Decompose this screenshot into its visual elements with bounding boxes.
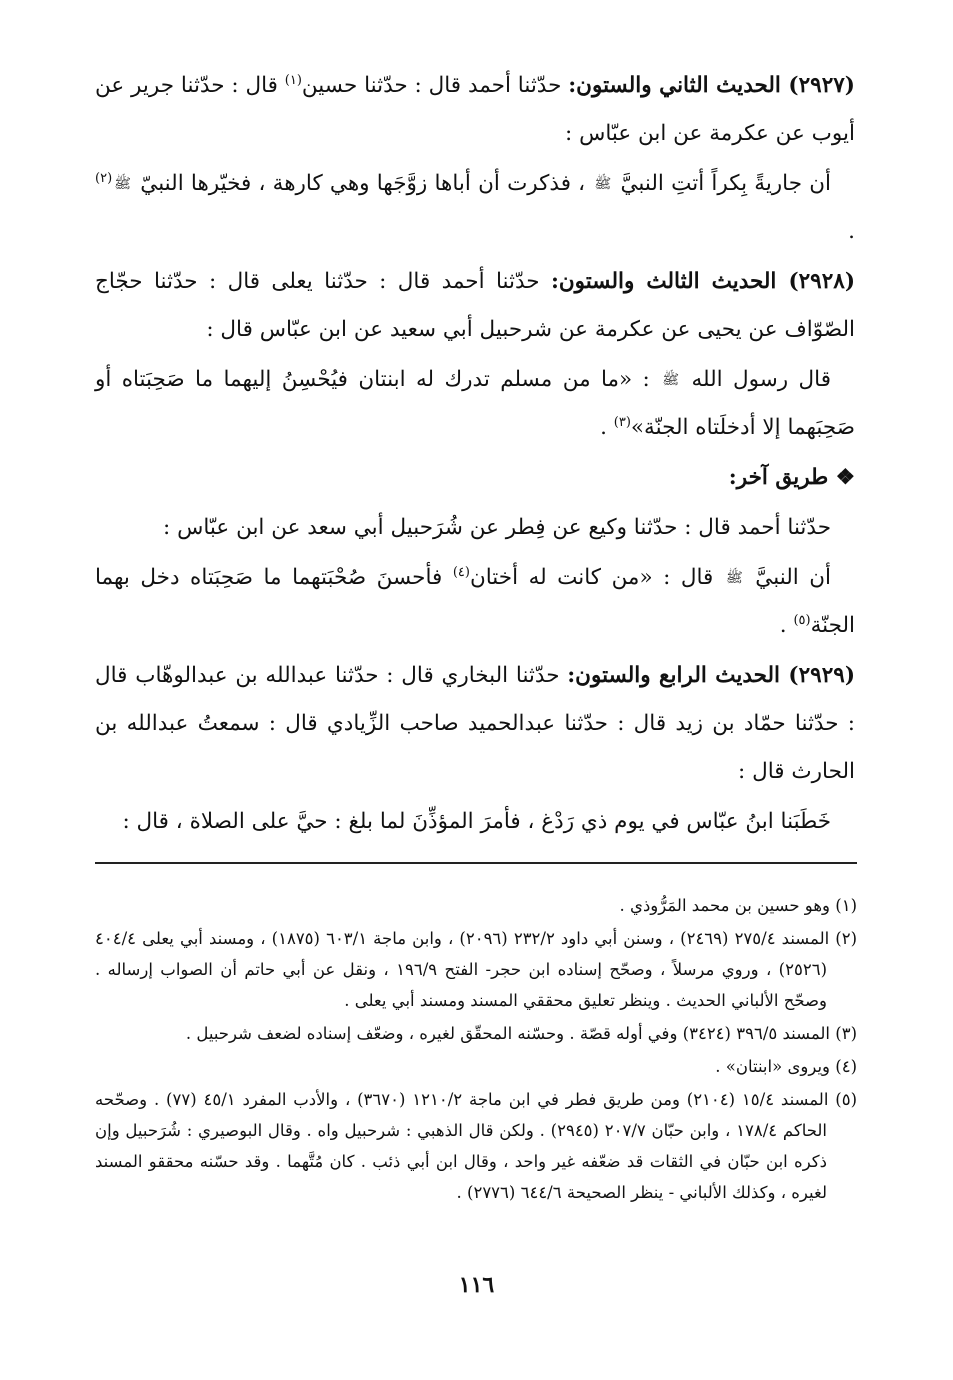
page-number: ١١٦ xyxy=(458,1272,495,1298)
tariq-isnad: حدّثنا أحمد قال : حدّثنا وكيع عن فِطر عن شُرَحبيل أبي سعد عن ابن عبّاس : xyxy=(163,515,831,540)
salawat-icon: ﷺ xyxy=(725,570,743,586)
hadith-2928-isnad: (٢٩٢٨) الحديث الثالث والستون: حدّثنا أحمد قال : حدّثنا يعلى قال : حدّثنا حجّاج الصّوّاف عن يحيى عن عكرمة عن شرحبيل أبي سعيد عن ابن عبّاس قال : xyxy=(95,269,856,342)
hadith-2927-isnad: (٢٩٢٧) الحديث الثاني والستون: حدّثنا أحمد قال : حدّثنا حسين$^{(١)}$ قال : حدّثنا جرير عن أيوب عن عكرمة عن ابن عبّاس : xyxy=(95,72,855,146)
footnote-4: (٤) ويروى «ابنتان» . xyxy=(715,1057,857,1076)
footnotes xyxy=(95,890,857,1210)
footnote-marker: (٥) xyxy=(793,612,811,628)
footnote-1: (١) وهو حسين بن محمد المَرُّوذي . xyxy=(619,896,857,915)
hadith-heading: (٢٩٢٩) الحديث الرابع والستون: xyxy=(567,663,855,688)
footnote-marker: (٤) xyxy=(452,564,470,580)
main-text xyxy=(95,62,855,848)
hadith-2928-matn: قال رسول الله ﷺ : «ما من مسلم تدرك له ابنتان فيُحْسِنُ إليهما ما صَحِبَتاه أو صَحِبَهما إلا أدخلَتاه الجنّة»$^{(٣)}$ . xyxy=(95,367,855,440)
section-subheading: ❖ طريق آخر: xyxy=(728,465,855,490)
hadith-heading: (٢٩٢٨) الحديث الثالث والستون: xyxy=(550,269,856,294)
footnote-2: (٢) المسند ٢٧٥/٤ (٢٤٦٩) ، وسنن أبي داود ٢٣٢/٢ (٢٠٩٦) ، وابن ماجة ٦٠٣/١ (١٨٧٥) ، ومسند أبي يعلى ٤٠٤/٤ (٢٥٢٦) ، وروي مرسلاً ، وصحّح إسناده ابن حجر- الفتح ١٩٦/٩ ، ونقل عن أبي حاتم أن الصواب إرساله . وصحّح الألباني الحديث . وينظر تعليق محققي المسند ومسند أبي يعلى . xyxy=(95,929,858,1010)
footnote-marker: (٢) xyxy=(95,170,113,186)
footnote-5: (٥) المسند ١٥/٤ (٢١٠٤) ومن طريق فطر في ابن ماجة ١٢١٠/٢ (٣٦٧٠) ، والأدب المفرد ٤٥/١ (٧٧) . وصحّحه الحاكم ١٧٨/٤ ، وابن حبّان ٢٠٧/٧ (٢٩٤٥) . ولكن قال الذهبي : شرحبيل واه . وقال البوصيري : شُرَحبيل وإن ذكره ابن حبّان في الثقات قد ضعّفه غير واحد ، وقال ابن أبي ذئب . كان مُتَّهما . وقد حسّنه محققو المسند لغيره ، وكذلك الألباني - ينظر الصحيحة ٦٤٤/٦ (٢٧٧٦) . xyxy=(95,1090,858,1202)
footnote-marker: (١) xyxy=(284,72,302,88)
salawat-icon: ﷺ xyxy=(594,176,612,192)
salawat-icon: ﷺ xyxy=(662,372,680,388)
hadith-2929-matn: خَطَبَنا ابنُ عبّاس في يوم ذي رَدْغ ، فأمرَ المؤذِّنَ لما بلغ : حيَّ على الصلاة ، قال : xyxy=(122,809,831,834)
hadith-2929-isnad: (٢٩٢٩) الحديث الرابع والستون: حدّثنا البخاري قال : حدّثنا عبدالله بن عبدالوهّاب قال : حدّثنا حمّاد بن زيد قال : حدّثنا عبدالحميد صاحب الزِّيادي قال : سمعتُ عبدالله بن الحارث قال : xyxy=(95,663,855,784)
hadith-heading: (٢٩٢٧) الحديث الثاني والستون: xyxy=(568,73,855,98)
footnote-separator xyxy=(95,862,857,864)
salawat-icon: ﷺ xyxy=(114,176,132,192)
footnote-3: (٣) المسند ٣٩٦/٥ (٣٤٢٤) وفي أوله قصّة . وحسّنه المحقّق لغيره ، وضعّف إسناده لضعف شرحبيل . xyxy=(185,1024,857,1043)
tariq-matn: أن النبيَّ ﷺ قال : «من كانت له أختان$^{(٤)}$ فأحسنَ صُحْبَتهما ما صَحِبَتاه دخل بهما الجنّة$^{(٥)}$ . xyxy=(95,564,855,638)
hadith-2927-matn: أن جاريةً بِكراً أتتِ النبيَّ ﷺ ، فذكرت أن أباها زوَّجَها وهي كارهة ، فخيّرها النبيّ ﷺ$^{(٢)}$ . xyxy=(95,170,855,244)
footnote-marker: (٣) xyxy=(613,414,631,430)
